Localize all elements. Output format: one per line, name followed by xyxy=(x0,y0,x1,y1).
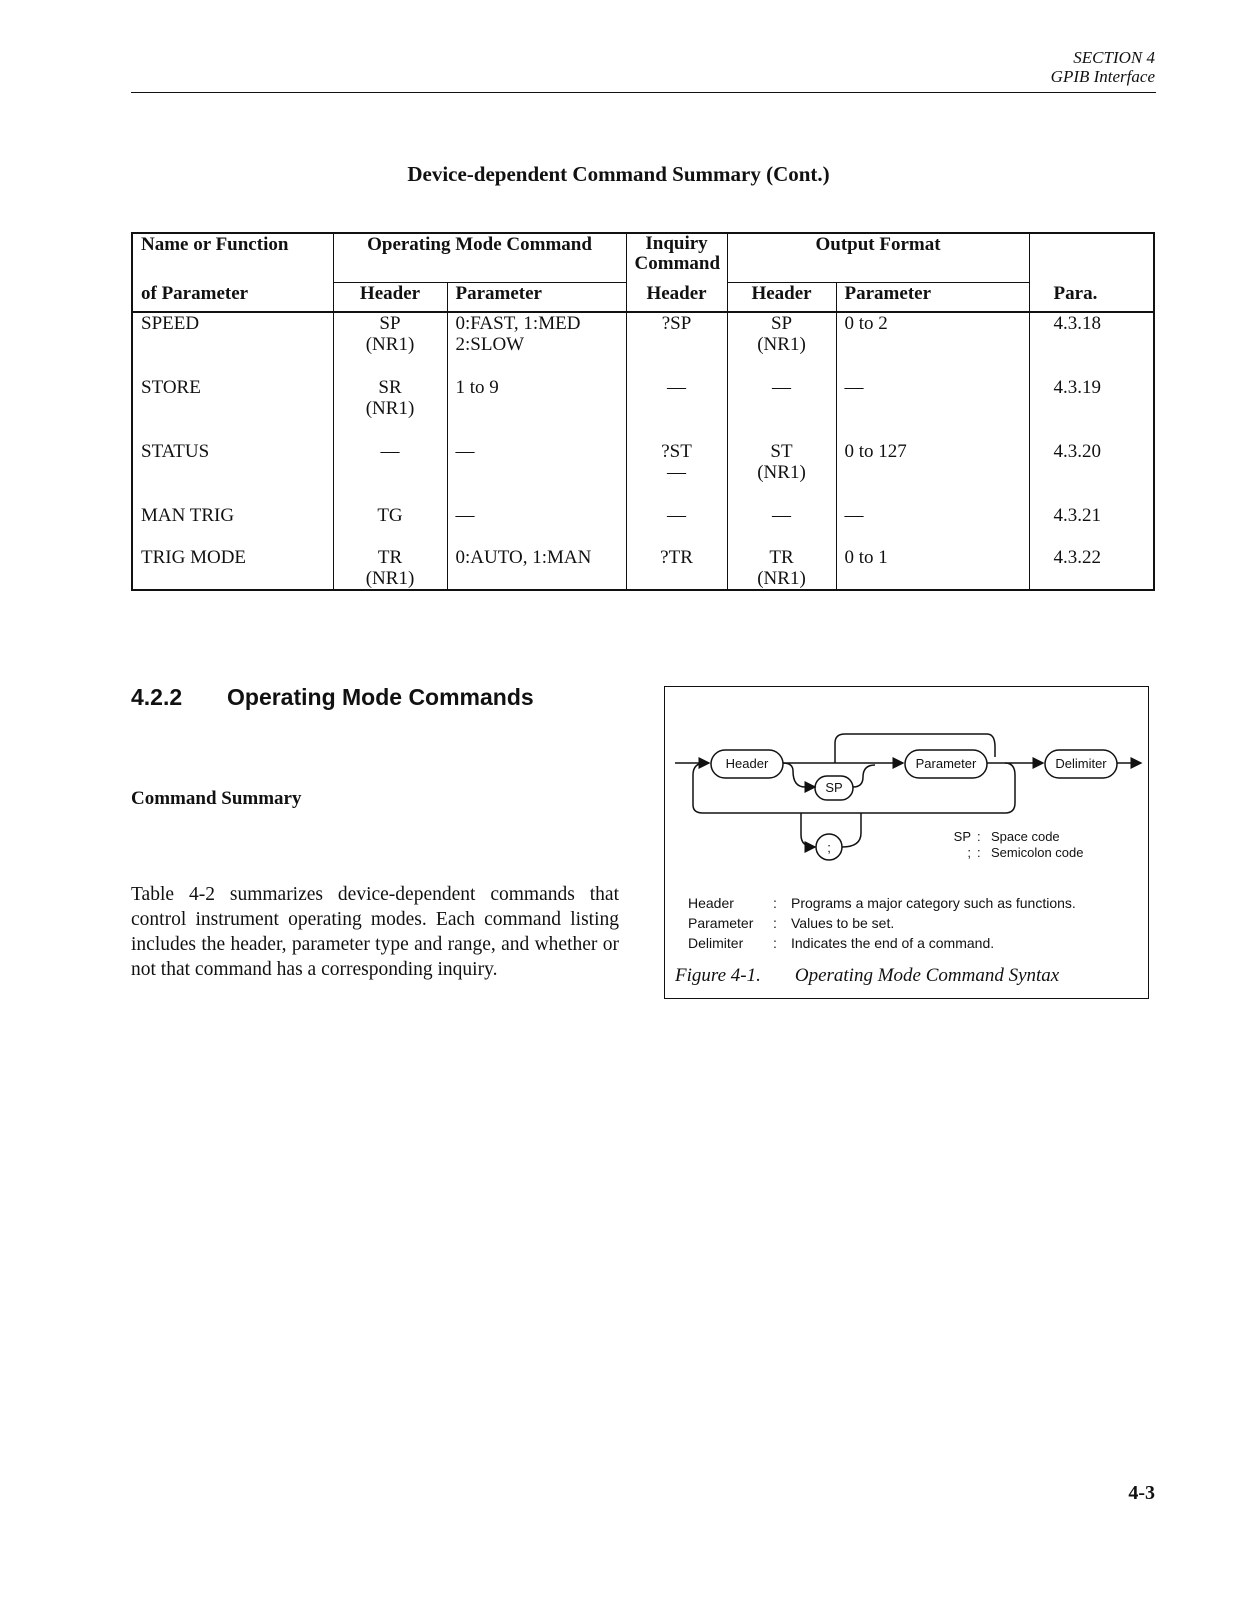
running-head-section: SECTION 4 xyxy=(1073,48,1155,67)
cell-op-param: — xyxy=(447,441,626,505)
cell-para: 4.3.18 xyxy=(1029,312,1154,377)
body-paragraph: Table 4-2 summarizes device-dependent commands that control instrument operating modes. Each command listing includes the header, parameter type and range, and whether or not that command has a corresponding inquiry. xyxy=(131,884,619,980)
col-op-parameter: Parameter xyxy=(447,283,626,313)
cell-op-header: — xyxy=(333,441,447,505)
cell-para: 4.3.22 xyxy=(1029,547,1154,590)
syntax-diagram xyxy=(665,687,1150,877)
col-op-header: Header xyxy=(333,283,447,313)
svg-text::: : xyxy=(977,845,981,860)
cell-out-param: 0 to 2 xyxy=(836,312,1029,377)
cell-op-header: TR (NR1) xyxy=(333,547,447,590)
table-title: Device-dependent Command Summary (Cont.) xyxy=(407,162,830,186)
col-name-header: Name or Function xyxy=(141,234,289,255)
cell-op-param: — xyxy=(447,505,626,547)
cell-name: STATUS xyxy=(141,441,210,462)
cell-op-param: 0:FAST, 1:MED 2:SLOW xyxy=(447,312,626,377)
figure-box: Header SP Parameter Delimiter ; SP : Space code ; : Semicolon code Header : Programs a major category such as functions. Parameter : Values to be set. Delimiter : Indicates the end of a command. Figure 4-1. Operating Mode Command Syntax xyxy=(664,686,1149,999)
diagram-header-label: Header xyxy=(725,756,769,771)
legend-desc-parameter: Values to be set. xyxy=(791,915,895,931)
cell-inquiry: — xyxy=(626,377,727,441)
legend-desc-header: Programs a major category such as functions. xyxy=(791,895,1076,911)
diagram-sp-label: SP xyxy=(825,780,843,795)
table-row xyxy=(132,441,1154,505)
col-inquiry-header xyxy=(626,233,727,283)
cell-op-header: TG xyxy=(333,505,447,547)
cell-out-param: 0 to 127 xyxy=(836,441,1029,505)
cell-out-param: 0 to 1 xyxy=(836,547,1029,590)
legend-term-delimiter: Delimiter xyxy=(688,935,744,951)
cell-out-header: — xyxy=(727,505,836,547)
figure-caption xyxy=(675,965,1059,987)
legend-term-parameter: Parameter xyxy=(688,915,754,931)
cell-para: 4.3.21 xyxy=(1029,505,1154,547)
cell-out-param: — xyxy=(836,377,1029,441)
svg-text::: : xyxy=(977,829,981,844)
key-desc-semicolon: Semicolon code xyxy=(991,845,1084,860)
cell-out-header: — xyxy=(727,377,836,441)
col-para-header-top xyxy=(1029,233,1154,283)
table-row xyxy=(132,547,1154,590)
running-head-title: GPIB Interface xyxy=(1050,67,1155,86)
cell-name: TRIG MODE xyxy=(141,547,247,568)
cell-name: SPEED xyxy=(141,313,200,334)
legend-desc-delimiter: Indicates the end of a command. xyxy=(791,935,995,951)
cell-op-header: SP (NR1) xyxy=(333,312,447,377)
page-number: 4-3 xyxy=(1128,1482,1155,1504)
inquiry-line-1: Inquiry xyxy=(645,233,708,254)
cell-out-header: ST (NR1) xyxy=(727,441,836,505)
col-name-header-2: of Parameter xyxy=(132,283,333,313)
subheading: Command Summary xyxy=(131,788,302,809)
cell-inquiry: ?SP xyxy=(626,312,727,377)
col-out-header: Header xyxy=(727,283,836,313)
cell-inquiry: ?ST — xyxy=(626,441,727,505)
key-symbol-sp: SP xyxy=(953,829,971,844)
figure-caption-label: Figure 4-1. xyxy=(675,965,761,986)
col-operating-mode-header: Operating Mode Command xyxy=(333,233,626,283)
inquiry-line-2: Command xyxy=(634,253,721,274)
cell-op-param: 0:AUTO, 1:MAN xyxy=(447,547,626,590)
table-row xyxy=(132,377,1154,441)
cell-inquiry: — xyxy=(626,505,727,547)
cell-op-param: 1 to 9 xyxy=(447,377,626,441)
key-symbol-semicolon: ; xyxy=(967,845,971,860)
cell-name: MAN TRIG xyxy=(141,505,235,526)
cell-name: STORE xyxy=(141,377,201,398)
section-heading xyxy=(131,684,534,711)
running-head xyxy=(1051,48,1155,86)
diagram-delimiter-label: Delimiter xyxy=(1055,756,1107,771)
table-row xyxy=(132,505,1154,547)
diagram-semicolon-label: ; xyxy=(827,840,831,855)
figure-caption-title: Operating Mode Command Syntax xyxy=(794,965,1060,986)
col-output-format-header: Output Format xyxy=(727,233,1029,283)
header-rule xyxy=(131,92,1156,93)
cell-para: 4.3.20 xyxy=(1029,441,1154,505)
table-row xyxy=(132,312,1154,377)
col-out-parameter: Parameter xyxy=(836,283,1029,313)
cell-para: 4.3.19 xyxy=(1029,377,1154,441)
legend-term-header: Header xyxy=(688,895,734,911)
cell-op-header: SR (NR1) xyxy=(333,377,447,441)
cell-out-header: SP (NR1) xyxy=(727,312,836,377)
cell-inquiry: ?TR xyxy=(626,547,727,590)
command-summary-table xyxy=(131,232,1155,591)
section-number: 4.2.2 xyxy=(131,684,183,710)
diagram-parameter-label: Parameter xyxy=(915,756,977,771)
col-para: Para. xyxy=(1029,283,1154,313)
section-title: Operating Mode Commands xyxy=(227,684,534,710)
key-desc-sp: Space code xyxy=(991,829,1060,844)
col-inquiry-header-2: Header xyxy=(626,283,727,313)
cell-out-header: TR (NR1) xyxy=(727,547,836,590)
cell-out-param: — xyxy=(836,505,1029,547)
